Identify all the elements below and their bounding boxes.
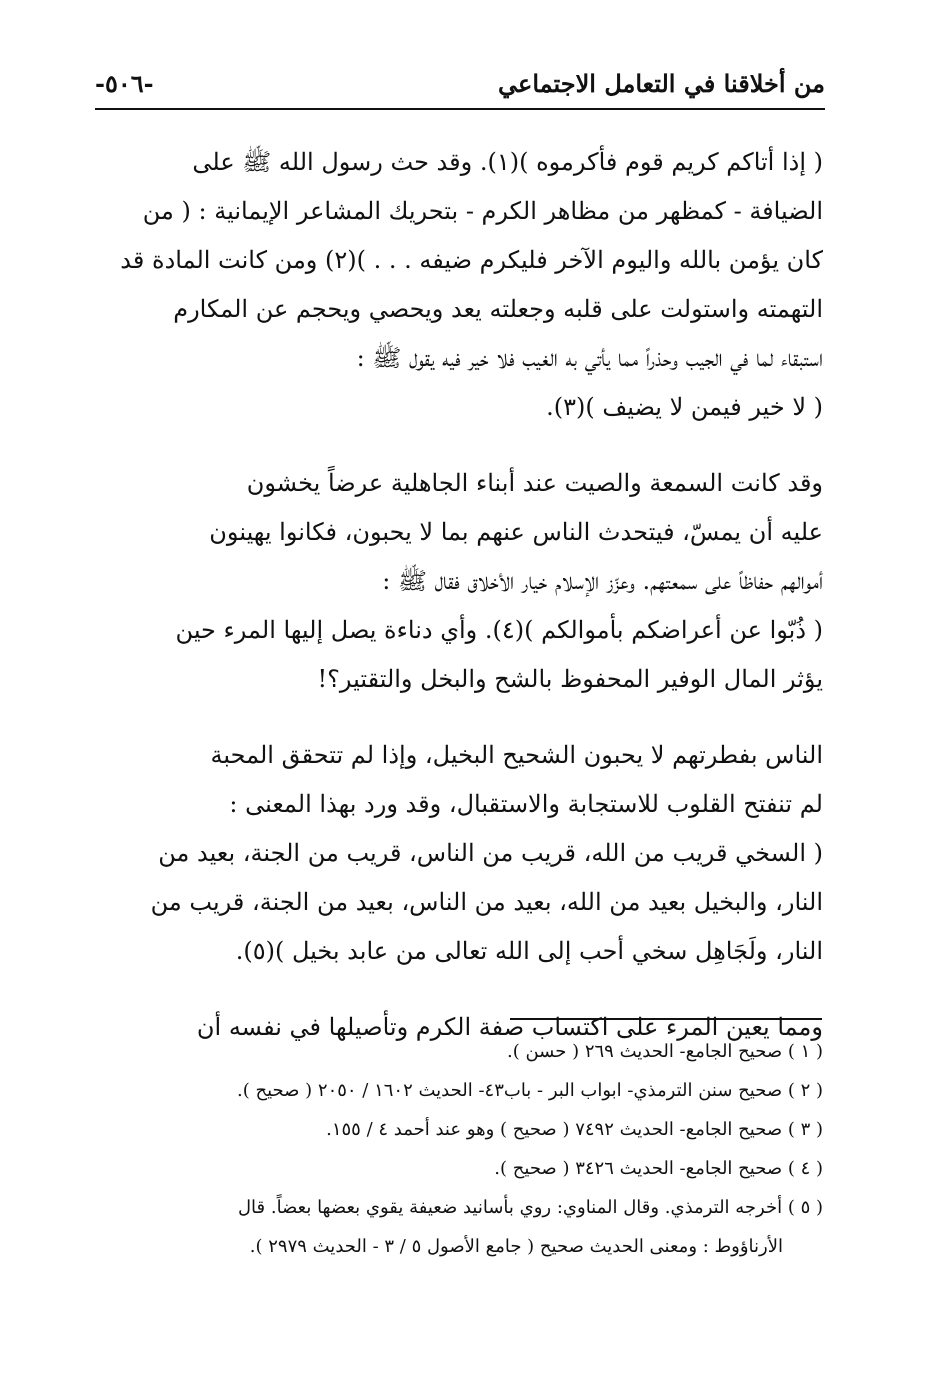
footnote-rule xyxy=(510,1018,822,1020)
body-line: أموالهم حفاظاً على سمعتهم. وعزّز الإسلام خيار الأخلاق فقال ﷺ : xyxy=(382,567,823,595)
page-number: -٥٠٦- xyxy=(95,69,154,98)
footnote-2: ( ٢ ) صحيح سنن الترمذي- ابواب البر - باب٤٣- الحديث ١٦٠٢ / ٢٠٥٠ ( صحيح ). xyxy=(237,1080,823,1101)
footnote-3: ( ٣ ) صحيح الجامع- الحديث ٧٤٩٢ ( صحيح ) وهو عند أحمد ٤ / ١٥٥. xyxy=(326,1119,823,1140)
body-line: النار، والبخيل بعيد من الله، بعيد من الناس، بعيد من الجنة، قريب من xyxy=(150,888,823,916)
body-line: يؤثر المال الوفير المحفوظ بالشح والبخل والتقتير؟! xyxy=(317,665,823,693)
header-rule xyxy=(95,108,825,110)
body-line: ( لا خير فيمن لا يضيف )(٣). xyxy=(546,393,823,421)
running-header xyxy=(95,62,825,102)
paragraph-gap xyxy=(105,704,823,731)
body-line: ( ذُبّوا عن أعراضكم بأموالكم )(٤). وأي دناءة يصل إليها المرء حين xyxy=(175,616,823,644)
body-line: لم تنفتح القلوب للاستجابة والاستقبال، وقد ورد بهذا المعنى : xyxy=(229,790,823,818)
body-line: عليه أن يمسّ، فيتحدث الناس عنهم بما لا يحبون، فكانوا يهينون xyxy=(209,518,823,546)
footnotes xyxy=(105,1032,823,1266)
body-line: ومما يعين المرء على اكتساب صفة الكرم وتأصيلها في نفسه أن xyxy=(196,1013,823,1041)
paragraph-gap xyxy=(105,432,823,459)
footnote-1: ( ١ ) صحيح الجامع- الحديث ٢٦٩ ( حسن ). xyxy=(507,1041,823,1062)
body-text xyxy=(105,138,823,1052)
footnote-5-continuation: الأرناؤوط : ومعنى الحديث صحيح ( جامع الأصول ٥ / ٣ - الحديث ٢٩٧٩ ). xyxy=(249,1236,783,1257)
footnote-5: ( ٥ ) أخرجه الترمذي. وقال المناوي: روي بأسانيد ضعيفة يقوي بعضها بعضاً. قال xyxy=(237,1197,823,1218)
body-line: الناس بفطرتهم لا يحبون الشحيح البخيل، وإذا لم تتحقق المحبة xyxy=(210,741,823,769)
body-line: الضيافة - كمظهر من مظاهر الكرم - بتحريك المشاعر الإيمانية : ( من xyxy=(142,197,823,225)
paragraph-gap xyxy=(105,976,823,1003)
running-title: من أخلاقنا في التعامل الاجتماعي xyxy=(498,69,825,98)
body-line: ( السخي قريب من الله، قريب من الناس، قريب من الجنة، بعيد من xyxy=(158,839,823,867)
body-line: وقد كانت السمعة والصيت عند أبناء الجاهلية عرضاً يخشون xyxy=(246,469,823,497)
footnote-4: ( ٤ ) صحيح الجامع- الحديث ٣٤٢٦ ( صحيح ). xyxy=(494,1158,823,1179)
body-line: استبقاء لما في الجيب وحذراً مما يأتي به الغيب فلا خير فيه يقول ﷺ : xyxy=(356,344,823,372)
body-line: التهمته واستولت على قلبه وجعلته يعد ويحصي ويحجم عن المكارم xyxy=(173,295,823,323)
body-line: ( إذا أتاكم كريم قوم فأكرموه )(١). وقد حث رسول الله ﷺ على xyxy=(192,148,823,176)
body-line: النار، ولَجَاهِل سخي أحب إلى الله تعالى من عابد بخيل )(٥). xyxy=(235,937,823,965)
body-line: كان يؤمن بالله واليوم الآخر فليكرم ضيفه . . . )(٢) ومن كانت المادة قد xyxy=(120,246,823,274)
